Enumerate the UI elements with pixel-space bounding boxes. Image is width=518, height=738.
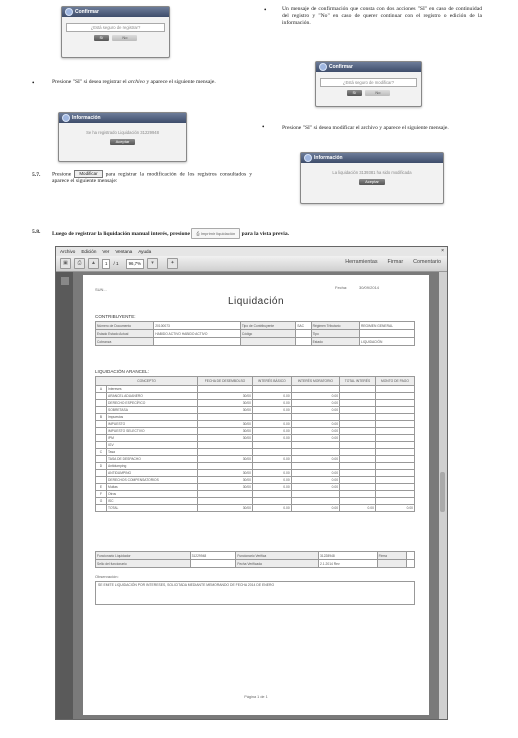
observation-label: Observación: [95, 574, 119, 579]
table-cell: DERECHO ESPECÍFICO [107, 400, 198, 407]
table-cell [375, 456, 414, 463]
table-cell [375, 442, 414, 449]
table-cell: 0.00 [291, 470, 339, 477]
table-cell [340, 470, 376, 477]
info-icon [62, 114, 70, 122]
liquidation-row [96, 393, 415, 400]
observation-box [95, 581, 415, 605]
menu-bar [56, 247, 447, 256]
field-value [359, 330, 414, 338]
table-cell [291, 442, 339, 449]
table-cell: 30/00 [198, 470, 253, 477]
confirmation-message-text: Un mensaje de confirmación que consta con dos acciones "SI" en caso de continuidad del registro y "No" en caso de querer continuar con el registro o edición de la información. [282, 6, 482, 27]
liquidation-row [96, 498, 415, 505]
table-cell [252, 449, 291, 456]
table-cell: 0.00 [252, 505, 291, 512]
table-cell [340, 414, 376, 421]
table-cell: ARANCEL ADUANERO [107, 393, 198, 400]
table-cell: TOTAL [107, 505, 198, 512]
date-value: 30/09/2014 [359, 285, 380, 290]
table-cell [375, 477, 414, 484]
dialog-title: Confirmar [329, 64, 353, 70]
liquidation-row [96, 484, 415, 491]
liquidation-section-title: LIQUIDACIÓN ARANCEL: [95, 369, 149, 374]
table-cell [198, 463, 253, 470]
table-cell [252, 498, 291, 505]
section-number: 5.8. [32, 229, 41, 235]
dialog-header [59, 113, 186, 123]
modify-button[interactable]: Modificar [74, 170, 102, 178]
table-cell: IMPUESTO SELECTIVO [107, 428, 198, 435]
table-cell: SOBRETASA [107, 407, 198, 414]
table-cell [375, 463, 414, 470]
menu-ayuda[interactable]: Ayuda [138, 249, 152, 254]
table-cell [198, 442, 253, 449]
table-cell [291, 491, 339, 498]
liquidation-row [96, 463, 415, 470]
table-cell: F [96, 491, 107, 498]
dialog-message: ¿Está seguro de registrar? [66, 23, 165, 32]
column-header: MONTO DE PAGO [375, 377, 414, 386]
liquidation-row [96, 414, 415, 421]
section-number: 5.7. [32, 172, 41, 178]
field-label: Sello del funcionario [96, 560, 191, 568]
table-cell: Tasa [107, 449, 198, 456]
bullet: • [262, 123, 265, 131]
liquidation-row [96, 456, 415, 463]
table-cell [252, 491, 291, 498]
table-cell: A [96, 386, 107, 393]
table-cell: ISC [107, 498, 198, 505]
contributor-row [96, 330, 415, 338]
table-cell: 0.00 [291, 393, 339, 400]
liquidation-row [96, 407, 415, 414]
dialog-header [316, 62, 421, 72]
table-cell [252, 414, 291, 421]
table-cell: ANTIDUMPING [107, 470, 198, 477]
column-header: INTERÉS MORATORIO [291, 377, 339, 386]
info-modified-dialog [300, 152, 444, 204]
table-cell: 30/00 [198, 400, 253, 407]
table-cell [198, 449, 253, 456]
table-cell: 0.00 [291, 428, 339, 435]
table-cell: 0.00 [252, 407, 291, 414]
field-value: 31229948 [190, 552, 236, 560]
document-title: Liquidación [227, 296, 285, 307]
table-cell [340, 442, 376, 449]
menu-edicion[interactable]: Edición [81, 249, 97, 254]
liquidation-row [96, 505, 415, 512]
table-cell [375, 428, 414, 435]
field-label: Cobranza [96, 338, 154, 346]
table-cell [375, 414, 414, 421]
table-cell: 0.00 [291, 505, 339, 512]
menu-ver[interactable]: Ver [102, 249, 110, 254]
table-cell [96, 505, 107, 512]
table-cell: 0.00 [252, 400, 291, 407]
pdf-viewer-window [55, 246, 448, 720]
table-cell: C [96, 449, 107, 456]
field-label: Código [240, 330, 295, 338]
table-cell [291, 463, 339, 470]
dialog-title: Información [72, 115, 101, 121]
field-label: Tipo de Contribuyente [240, 322, 295, 330]
liquidation-row [96, 421, 415, 428]
field-label: Firma [377, 552, 407, 560]
table-cell: 0.00 [252, 456, 291, 463]
zoom-input[interactable]: 96,7% [126, 259, 144, 269]
table-cell: DERECHOS COMPENSATORIOS [107, 477, 198, 484]
dialog-title: Confirmar [75, 9, 99, 15]
table-cell [96, 407, 107, 414]
field-label: Estado [311, 338, 359, 346]
table-cell: 0.00 [252, 435, 291, 442]
liquidation-row [96, 477, 415, 484]
table-cell: Impuestos [107, 414, 198, 421]
table-cell [198, 386, 253, 393]
field-label: Régimen Tributario [311, 322, 359, 330]
table-cell: 0.00 [291, 435, 339, 442]
table-cell: Otros [107, 491, 198, 498]
table-cell [96, 442, 107, 449]
table-cell [375, 484, 414, 491]
no-button[interactable]: No [365, 90, 390, 96]
page-number-input[interactable]: 1 [102, 259, 110, 269]
page-total: / 1 [113, 261, 119, 266]
table-cell [375, 491, 414, 498]
liquidation-table [95, 376, 415, 512]
date-label: Fecha: [335, 285, 348, 290]
dialog-message: Se ha registrado Liquidación 31229948 [86, 130, 159, 135]
table-cell: B [96, 414, 107, 421]
liquidation-row [96, 470, 415, 477]
table-cell: 0.00 [291, 477, 339, 484]
info-registered-dialog [58, 112, 187, 162]
column-header: FECHA DE DESEMBOLSO [198, 377, 253, 386]
liquidation-row [96, 435, 415, 442]
page-nav-icon[interactable]: ▲ [88, 258, 99, 269]
field-label: Número de Documento [96, 322, 154, 330]
field-value [296, 330, 311, 338]
liquidation-row [96, 386, 415, 393]
save-icon[interactable]: ▣ [60, 258, 71, 269]
table-cell [340, 386, 376, 393]
table-cell [96, 435, 107, 442]
field-label [377, 560, 407, 568]
table-cell [96, 477, 107, 484]
table-cell [96, 470, 107, 477]
bookmark-icon[interactable] [61, 277, 69, 285]
confirm-register-dialog [61, 6, 170, 58]
dialog-message: ¿Está seguro de modificar? [320, 78, 417, 87]
table-cell: 30/00 [198, 428, 253, 435]
table-cell [252, 386, 291, 393]
bullet: • [32, 79, 35, 87]
field-value [407, 560, 415, 568]
table-cell: 0.00 [252, 428, 291, 435]
table-cell [198, 414, 253, 421]
table-cell: 30/00 [198, 477, 253, 484]
table-cell [252, 463, 291, 470]
table-cell [340, 393, 376, 400]
field-value: 2.1.2014 Rev [319, 560, 378, 568]
table-cell: IMPUESTO [107, 421, 198, 428]
signature-row [96, 552, 415, 560]
table-cell [96, 393, 107, 400]
liquidation-row [96, 442, 415, 449]
table-cell [340, 498, 376, 505]
table-cell [375, 470, 414, 477]
table-cell: 0.00 [291, 484, 339, 491]
table-cell [375, 435, 414, 442]
table-cell [375, 449, 414, 456]
document-page [83, 275, 429, 715]
field-value: REGIMEN GENERAL [359, 322, 414, 330]
bullet: • [264, 6, 267, 14]
table-cell [340, 407, 376, 414]
bullet-register-text: Presione "SI" si desea registrar el archivo y aparece el siguiente mensaje. [52, 79, 216, 85]
column-header: CONCEPTO [96, 377, 198, 386]
field-label: Funcionario Liquidador [96, 552, 191, 560]
contributor-table [95, 321, 415, 346]
table-cell [291, 449, 339, 456]
table-cell: 0.00 [252, 477, 291, 484]
close-icon[interactable]: × [441, 248, 444, 254]
select-tool-icon[interactable]: ✦ [167, 258, 178, 269]
table-cell: G [96, 498, 107, 505]
liquidation-row [96, 428, 415, 435]
field-label: Funcionario Verifica [236, 552, 319, 560]
table-cell: IPM [107, 435, 198, 442]
liquidation-row [96, 449, 415, 456]
field-label: Tipo [311, 330, 359, 338]
column-header: INTERÉS BÁSICO [252, 377, 291, 386]
table-cell [375, 393, 414, 400]
table-cell: 0.00 [252, 393, 291, 400]
dialog-header [301, 153, 443, 163]
liquidation-row [96, 400, 415, 407]
print-icon[interactable]: ⎙ [74, 258, 85, 269]
contributor-row [96, 322, 415, 330]
accept-button[interactable]: Aceptar [359, 179, 385, 185]
table-cell: 30/00 [198, 421, 253, 428]
table-cell [340, 449, 376, 456]
table-cell: 0.00 [252, 484, 291, 491]
print-liquidation-button[interactable]: ⎙ Imprimir liquidación [191, 228, 240, 239]
dialog-message: La liquidación 3139381 ha sido modificada [332, 170, 412, 175]
table-cell [375, 498, 414, 505]
table-cell: 30/00 [198, 407, 253, 414]
field-value [296, 338, 311, 346]
table-cell: D [96, 463, 107, 470]
field-value [190, 560, 236, 568]
table-cell: 30/00 [198, 435, 253, 442]
info-icon [65, 8, 73, 16]
accept-button[interactable]: Aceptar [110, 139, 136, 145]
table-cell [375, 386, 414, 393]
yes-button[interactable]: Sí [347, 90, 363, 96]
table-cell [291, 386, 339, 393]
dialog-header [62, 7, 169, 17]
column-header: TOTAL INTERÉS [340, 377, 376, 386]
logo-text: SUN... [95, 287, 107, 292]
table-cell: Antidumping [107, 463, 198, 470]
info-icon [319, 63, 327, 71]
field-label: Estado Estado Actual [96, 330, 154, 338]
table-cell [291, 414, 339, 421]
signature-row [96, 560, 415, 568]
table-cell [252, 442, 291, 449]
observation-text: SE EMITE LIQUIDACIÓN POR INTERESES, SOLICITADA MEDIANTE MEMORANDO DE FECHA 2014 DE ENERO [98, 583, 275, 587]
field-label [240, 338, 295, 346]
table-cell [96, 428, 107, 435]
scroll-thumb[interactable] [440, 472, 445, 512]
field-value: 31228948 [319, 552, 378, 560]
liquidation-row [96, 491, 415, 498]
table-cell: 30/00 [198, 393, 253, 400]
table-cell [291, 498, 339, 505]
table-cell [375, 421, 414, 428]
section-5-7-text: Presione Modificar para registrar la modificación de los registros consultados y aparece el siguiente mensaje: [52, 171, 253, 185]
info-icon [304, 154, 312, 162]
table-cell [340, 435, 376, 442]
table-cell: 0.00 [340, 505, 376, 512]
table-cell [375, 407, 414, 414]
table-cell [340, 400, 376, 407]
table-cell [375, 400, 414, 407]
scrollbar[interactable] [439, 272, 447, 719]
table-cell: 0.00 [252, 470, 291, 477]
table-cell: 30/00 [198, 505, 253, 512]
table-cell: 30/00 [198, 456, 253, 463]
confirm-modify-dialog [315, 61, 422, 107]
table-cell [198, 498, 253, 505]
table-cell: 0.00 [291, 407, 339, 414]
yes-button[interactable]: Sí [94, 35, 110, 41]
menu-ventana[interactable]: Ventana [115, 249, 133, 254]
table-cell [96, 421, 107, 428]
navigation-sidebar[interactable] [56, 272, 73, 719]
table-cell: 0.00 [291, 400, 339, 407]
field-value: LIQUIDACIÓN [359, 338, 414, 346]
bullet-modify-text: Presione "SI" si desea modificar el archivo y aparece el siguiente mensaje. [282, 125, 449, 131]
field-value [407, 552, 415, 560]
field-value [154, 338, 241, 346]
no-button[interactable]: No [112, 35, 137, 41]
table-cell: Multas [107, 484, 198, 491]
table-cell [340, 463, 376, 470]
table-cell [340, 477, 376, 484]
menu-archivo[interactable]: Archivo [60, 249, 76, 254]
table-cell: 30/00 [198, 484, 253, 491]
table-cell [96, 456, 107, 463]
table-cell: 0.00 [291, 421, 339, 428]
table-cell [198, 491, 253, 498]
field-value: HABIDO ACTIVO HABIDO ACTIVO [154, 330, 241, 338]
table-cell [340, 456, 376, 463]
page-footer: Página 1 de 1 [244, 695, 268, 699]
tools-link[interactable]: Herramientas [345, 259, 378, 265]
table-cell [340, 491, 376, 498]
field-value: 20100073 [154, 322, 241, 330]
table-cell: 0.00 [291, 456, 339, 463]
signature-table [95, 551, 415, 568]
table-cell [340, 428, 376, 435]
field-label: Fecha Verificada [236, 560, 319, 568]
table-cell [340, 421, 376, 428]
table-cell [340, 484, 376, 491]
section-5-8-text: Luego de registrar la liquidación manual interés, presione ⎙ Imprimir liquidación para la vista previa. [52, 228, 472, 239]
sign-link[interactable]: Firmar [387, 259, 404, 265]
table-cell: E [96, 484, 107, 491]
table-cell: Intereses [107, 386, 198, 393]
zoom-dropdown-icon[interactable]: ▾ [147, 258, 158, 269]
comment-link[interactable]: Comentario [413, 259, 441, 265]
liquidation-header-row [96, 377, 415, 386]
contributor-section-title: CONTRIBUYENTE: [95, 314, 136, 319]
right-tools [345, 259, 441, 265]
table-cell: 0.00 [252, 421, 291, 428]
table-cell: 0.00 [375, 505, 414, 512]
dialog-title: Información [314, 155, 343, 161]
contributor-row [96, 338, 415, 346]
table-cell: TASA DE DESPACHO [107, 456, 198, 463]
table-cell [96, 400, 107, 407]
field-value: SAC [296, 322, 311, 330]
toolbar [56, 256, 447, 272]
table-cell: IGV [107, 442, 198, 449]
printer-icon: ⎙ [196, 231, 200, 236]
